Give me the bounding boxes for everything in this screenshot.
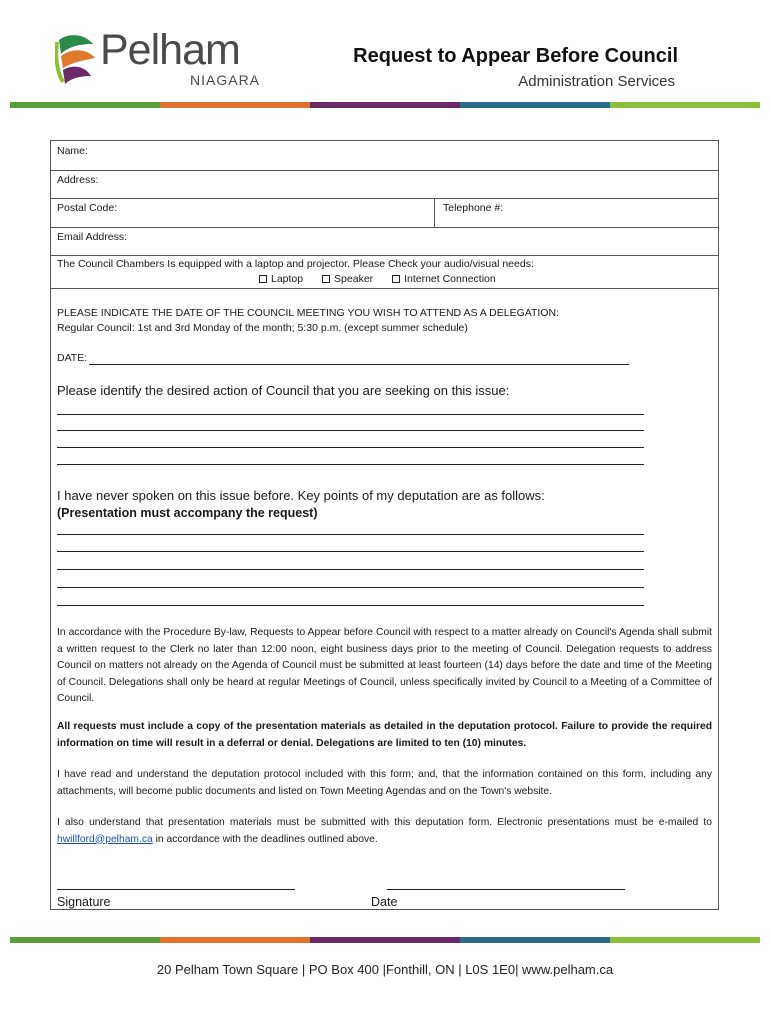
- name-label: Name:: [57, 145, 88, 157]
- points-line[interactable]: [57, 551, 644, 552]
- points-line[interactable]: [57, 534, 644, 535]
- form-title: Request to Appear Before Council: [353, 45, 678, 67]
- meeting-heading: PLEASE INDICATE THE DATE OF THE COUNCIL MEETING YOU WISH TO ATTEND AS A DELEGATION:: [57, 307, 559, 319]
- pelham-logo: [55, 28, 285, 92]
- checkbox-icon[interactable]: [259, 275, 267, 283]
- address-label: Address:: [57, 174, 99, 186]
- av-option-internet[interactable]: Internet Connection: [392, 273, 496, 285]
- date-line[interactable]: [89, 364, 629, 365]
- postal-label: Postal Code:: [57, 202, 118, 214]
- action-heading: Please identify the desired action of Council that you are seeking on this issue:: [57, 383, 510, 398]
- av-options: [259, 273, 496, 285]
- form-box: [50, 140, 719, 910]
- action-line[interactable]: [57, 430, 644, 431]
- footer-stripe: [10, 937, 760, 943]
- email-link[interactable]: hwillford@pelham.ca: [57, 833, 153, 845]
- date-signature-line[interactable]: [387, 889, 625, 890]
- checkbox-icon[interactable]: [392, 275, 400, 283]
- requirements-paragraph: All requests must include a copy of the presentation materials as detailed in the deputation protocol. Failure to provide the required information on time will result in a deferral or denial. Delegations are limited to ten (10) minutes.: [57, 721, 712, 749]
- points-note: (Presentation must accompany the request): [57, 506, 318, 520]
- procedure-paragraph: In accordance with the Procedure By-law, Requests to Appear before Council with respect to a matter already on Council's Agenda shall submit a written request to the Clerk no later than 12:00 noon, eight business days prior to the meeting of Council. Delegation requests to address Council on matters not already on the Agenda of Council must be submitted at least fourteen (14) days before the date and time of the Meeting of Council. Delegations shall only be heard at regular Meetings of Council, unless specifically invited by Council to a Meeting of a Committee of Council.: [57, 627, 712, 704]
- av-option-speaker[interactable]: Speaker: [322, 273, 373, 285]
- points-heading: I have never spoken on this issue before. Key points of my deputation are as follows:: [57, 488, 545, 503]
- form-subtitle: Administration Services: [518, 73, 675, 90]
- logo-sub: NIAGARA: [190, 72, 261, 88]
- telephone-label: Telephone #:: [443, 202, 504, 214]
- presentation-paragraph: I also understand that presentation materials must be submitted with this deputation form. Electronic presentations must be e-mailed to hwillford@pelham.ca in accordance with the deadlines outlined above.: [57, 817, 712, 845]
- av-text: The Council Chambers Is equipped with a laptop and projector. Please Check your audio/visual needs:: [57, 258, 534, 270]
- action-line[interactable]: [57, 464, 644, 465]
- action-line[interactable]: [57, 414, 644, 415]
- points-line[interactable]: [57, 587, 644, 588]
- postal-phone-row: [51, 198, 718, 228]
- av-needs-row: [51, 255, 718, 289]
- acknowledgement-paragraph: I have read and understand the deputation protocol included with this form; and, that the information contained on this form, including any attachments, will become public documents and listed on Town Meeting Agendas and on the Town's website.: [57, 769, 712, 797]
- header-stripe: [10, 102, 760, 108]
- signature-label: Signature: [57, 895, 111, 909]
- email-label: Email Address:: [57, 231, 128, 243]
- action-line[interactable]: [57, 447, 644, 448]
- address-field[interactable]: [51, 170, 718, 199]
- email-field[interactable]: [51, 227, 718, 256]
- date-label: DATE:: [57, 352, 88, 364]
- points-line[interactable]: [57, 605, 644, 606]
- signature-line[interactable]: [57, 889, 295, 890]
- regular-council: Regular Council: 1st and 3rd Monday of the month; 5:30 p.m. (except summer schedule): [57, 322, 468, 334]
- footer-address: 20 Pelham Town Square | PO Box 400 |Fonthill, ON | L0S 1E0| www.pelham.ca: [156, 962, 614, 977]
- av-option-laptop[interactable]: Laptop: [259, 273, 303, 285]
- row-divider: [434, 198, 435, 227]
- logo-name: Pelham: [100, 26, 240, 74]
- date-signature-label: Date: [371, 895, 398, 909]
- name-field[interactable]: [51, 141, 718, 171]
- points-line[interactable]: [57, 569, 644, 570]
- checkbox-icon[interactable]: [322, 275, 330, 283]
- pelham-leaf-icon: [55, 32, 99, 84]
